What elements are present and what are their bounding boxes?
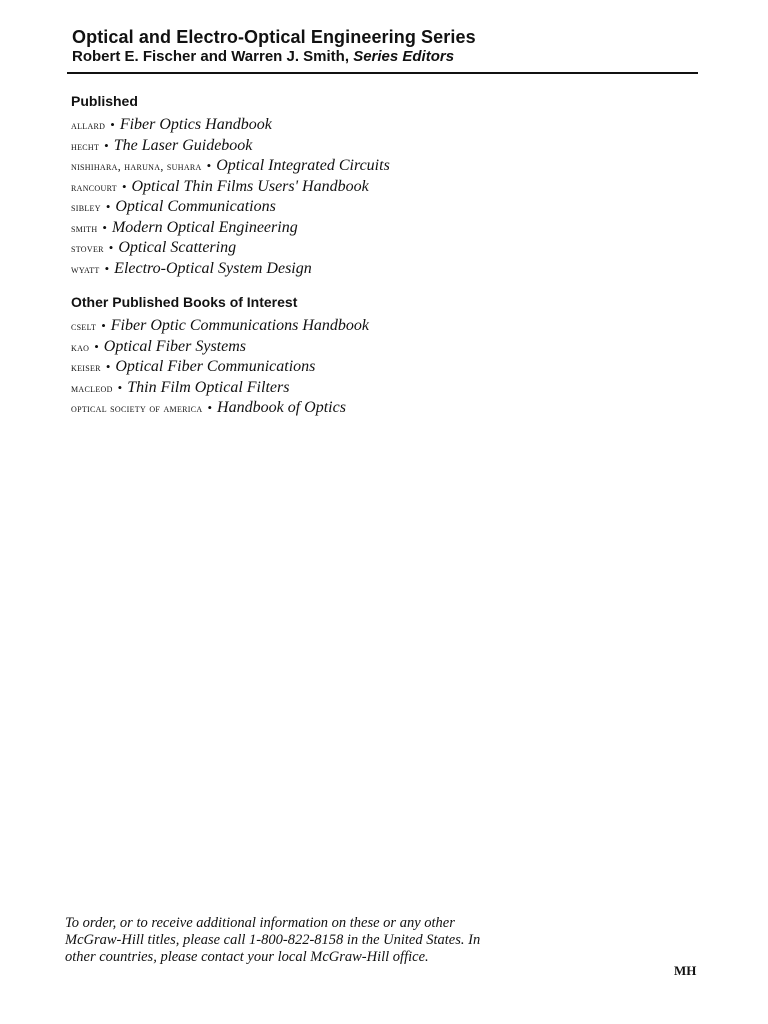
book-title: Handbook of Optics xyxy=(217,399,346,416)
bullet-separator: • xyxy=(105,199,111,214)
series-header xyxy=(72,26,698,66)
published-section xyxy=(71,92,390,279)
book-entry xyxy=(71,218,390,239)
order-information-note: To order, or to receive additional information on these or any other McGraw-Hill titles, please call 1-800-822-8158 in the United States. In other countries, please contact your local McGraw-Hill office. xyxy=(65,915,481,965)
book-title: The Laser Guidebook xyxy=(113,136,253,154)
book-entry xyxy=(71,177,390,198)
series-editors xyxy=(72,48,698,66)
book-entry xyxy=(71,259,390,280)
other-book-list xyxy=(71,316,369,419)
published-book-list xyxy=(71,115,390,279)
book-title: Optical Fiber Communications xyxy=(115,358,316,375)
book-title: Optical Scattering xyxy=(118,239,237,256)
series-editors-role: Series Editors xyxy=(353,48,455,65)
bullet-separator: • xyxy=(117,379,123,395)
book-author: allard xyxy=(71,118,106,132)
header-rule xyxy=(67,72,698,74)
book-entry xyxy=(71,316,369,337)
bullet-separator: • xyxy=(108,240,114,255)
bullet-separator: • xyxy=(110,117,115,132)
book-author: rancourt xyxy=(71,179,117,194)
book-entry xyxy=(71,136,390,157)
book-title: Fiber Optic Communications Handbook xyxy=(110,317,369,334)
series-editors-names: Robert E. Fischer and Warren J. Smith, xyxy=(72,48,350,65)
book-title: Fiber Optics Handbook xyxy=(119,116,272,133)
bullet-separator: • xyxy=(121,178,127,194)
book-author: smith xyxy=(71,220,98,235)
publisher-code: MH xyxy=(674,963,697,978)
book-entry xyxy=(71,398,369,419)
book-author: wyatt xyxy=(71,261,100,276)
book-entry xyxy=(71,357,369,378)
other-books-section xyxy=(71,293,369,419)
book-title: Optical Thin Films Users' Handbook xyxy=(131,177,369,195)
book-title: Thin Film Optical Filters xyxy=(127,378,290,396)
book-author: nishihara, haruna, suhara xyxy=(71,159,202,173)
book-entry xyxy=(71,197,390,218)
book-title: Electro-Optical System Design xyxy=(114,259,312,277)
bullet-separator: • xyxy=(105,359,111,374)
book-title: Optical Integrated Circuits xyxy=(216,157,390,174)
book-entry xyxy=(71,238,390,259)
book-entry xyxy=(71,115,390,136)
book-title: Modern Optical Engineering xyxy=(111,218,298,236)
book-title: Optical Communications xyxy=(115,198,276,215)
book-author: keiser xyxy=(71,360,101,374)
book-author: optical society of america xyxy=(71,401,203,415)
book-title: Optical Fiber Systems xyxy=(103,337,246,355)
book-author: hecht xyxy=(71,138,100,153)
series-title: Optical and Electro-Optical Engineering Series xyxy=(72,27,476,47)
bullet-separator: • xyxy=(102,219,107,235)
bullet-separator: • xyxy=(104,260,110,276)
book-author: kao xyxy=(71,339,90,354)
bullet-separator: • xyxy=(104,137,109,153)
bullet-separator: • xyxy=(101,318,106,333)
bullet-separator: • xyxy=(206,158,212,173)
bullet-separator: • xyxy=(207,400,213,415)
bullet-separator: • xyxy=(94,338,99,354)
book-author: sibley xyxy=(71,200,101,214)
book-entry xyxy=(71,337,369,358)
book-author: macleod xyxy=(71,380,113,395)
book-entry xyxy=(71,156,390,177)
published-heading: Published xyxy=(71,93,138,109)
other-books-heading: Other Published Books of Interest xyxy=(71,294,298,310)
book-author: cselt xyxy=(71,319,97,333)
book-entry xyxy=(71,378,369,399)
book-author: stover xyxy=(71,241,104,255)
